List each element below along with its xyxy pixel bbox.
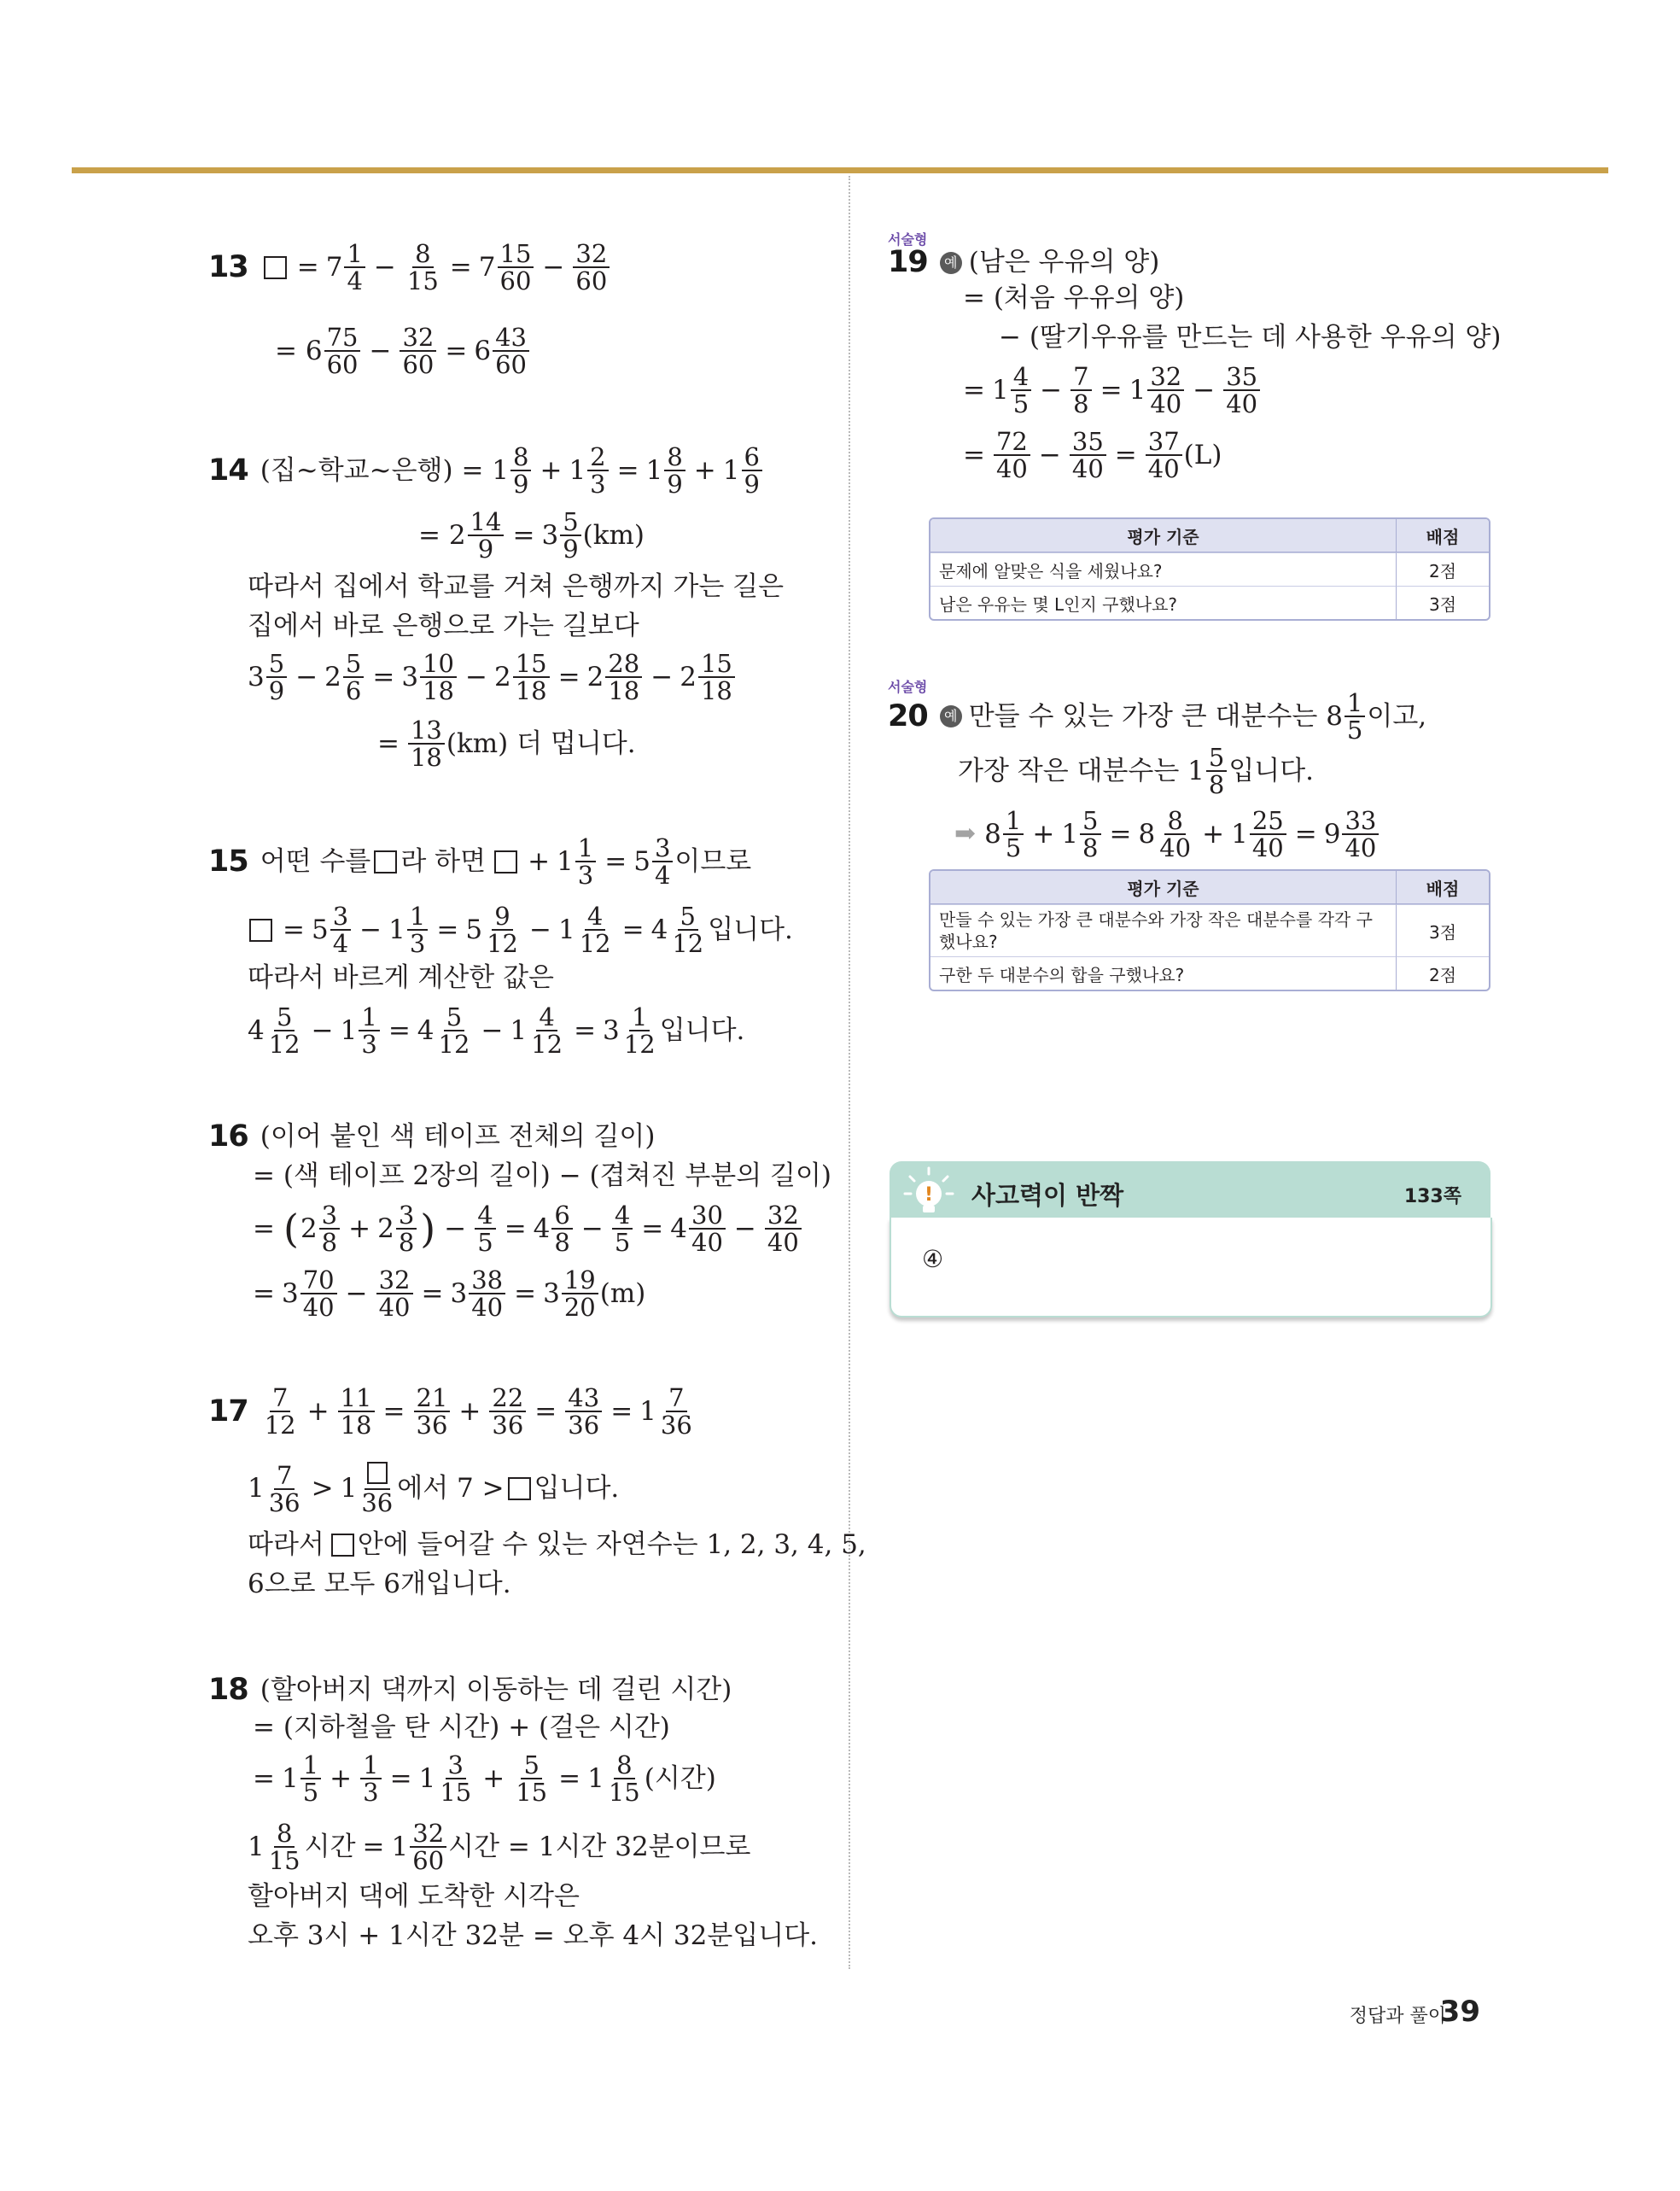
q17-number: 17 — [208, 1393, 248, 1429]
q19-line4: = 1 $\frac{4}{5}$ − $\frac{7}{8}$ = 1 $\frac{32}{40}$ − $\frac{35}{40}$ — [963, 364, 1262, 418]
example-icon: 예 — [940, 705, 962, 727]
q20-tag: 서술형 — [888, 679, 928, 695]
q13-line2: = 6 $\frac{75}{60}$ − $\frac{32}{60}$ = 6 $\frac{43}{60}$ — [275, 324, 531, 378]
q20-criteria-table: 평가 기준 배점 만들 수 있는 가장 큰 대분수와 가장 작은 대분수를 각각 구했나요? 3점 구한 두 대분수의 합을 구했나요? 2점 — [929, 869, 1490, 991]
q16-line2: = (색 테이프 2장의 길이) − (겹쳐진 부분의 길이) — [253, 1160, 832, 1191]
table-row: 남은 우유는 몇 L인지 구했나요? 3점 — [930, 586, 1489, 619]
arrow-icon: ➡ — [954, 819, 977, 850]
q18-number: 18 — [208, 1673, 248, 1707]
q17-line2: 1 $\frac{7}{36}$ > 1 36 에서 7 > 입니다. — [248, 1460, 620, 1518]
q14-line3: 3 $\frac{5}{9}$ − 2 $\frac{5}{6}$ = 3 $\frac{10}{18}$ − 2 $\frac{15}{18}$ = 2 $\frac{28}{18}$ − 2 $\frac{15}{18}$ — [248, 651, 737, 704]
thinking-box — [890, 1161, 1490, 1321]
thinking-title: 사고력이 반짝 — [971, 1181, 1124, 1210]
q19-line5: = $\frac{72}{40}$ − $\frac{35}{40}$ = $\frac{37}{40}$ (L) — [963, 427, 1222, 484]
q20-number: 20 — [888, 698, 928, 733]
q19-tag: 서술형 — [888, 231, 928, 248]
q15-number: 15 — [208, 844, 248, 879]
q20-line2: 가장 작은 대분수는 1 $\frac{5}{8}$ 입니다. — [958, 743, 1315, 800]
svg-text:!: ! — [924, 1184, 934, 1206]
q15-line2: = 5 $\frac{3}{4}$ − 1 $\frac{1}{3}$ = 5 $\frac{9}{12}$ − 1 $\frac{4}{12}$ = 4 $\frac{5}{12}$ 입니다. — [246, 903, 793, 957]
q16-line3: = ( 2 $\frac{3}{8}$ + 2 $\frac{3}{8}$ ) − $\frac{4}{5}$ = 4 $\frac{6}{8}$ − $\frac{4}{5}$ = 4 $\frac{30}{40}$ − $\frac{32}{40}$ — [253, 1202, 803, 1256]
example-icon: 예 — [940, 252, 962, 274]
q15-line1: 15 어떤 수를 라 하면 + 1 $\frac{1}{3}$ = 5 $\frac{3}{4}$ 이므로 — [208, 833, 752, 891]
q20-line3: ➡ 8 $\frac{1}{5}$ + 1 $\frac{5}{8}$ = 8 $\frac{8}{40}$ + 1 $\frac{25}{40}$ = 9 $\frac{33}{40}$ — [954, 808, 1380, 862]
q19-line1: 19 예 (남은 우유의 양) — [888, 245, 1160, 279]
q15-text1: 따라서 바르게 계산한 값은 — [248, 962, 554, 993]
q15-line3: 4 $\frac{5}{12}$ − 1 $\frac{1}{3}$ = 4 $\frac{5}{12}$ − 1 $\frac{4}{12}$ = 3 $\frac{1}{12}$ 입니다. — [248, 1002, 745, 1060]
blank-box — [264, 256, 287, 279]
column-divider — [849, 176, 850, 1969]
q19-line3: − (딸기우유를 만드는 데 사용한 우유의 양) — [999, 322, 1502, 353]
q17-line1: 17 $\frac{7}{12}$ + $\frac{11}{18}$ = $\frac{21}{36}$ + $\frac{22}{36}$ = $\frac{43}{36}$ = 1 $\frac{7}{36}$ — [208, 1383, 692, 1440]
footer-label: 정답과 풀이 — [1349, 2006, 1446, 2027]
q18-line1: 18 (할아버지 댁까지 이동하는 데 걸린 시간) — [208, 1673, 732, 1707]
table-row: 만들 수 있는 가장 큰 대분수와 가장 작은 대분수를 각각 구했나요? 3점 — [930, 904, 1489, 956]
lightbulb-icon — [903, 1166, 954, 1218]
top-rule — [72, 167, 1608, 173]
table-row: 문제에 알맞은 식을 세웠나요? 2점 — [930, 552, 1489, 586]
q16-number: 16 — [208, 1119, 248, 1154]
q13-line1: 13 = 7 $\frac{1}{4}$ − $\frac{8}{15}$ = 7 $\frac{15}{60}$ − $\frac{32}{60}$ — [208, 241, 611, 295]
q18-line4: 1 $\frac{8}{15}$ 시간 = 1 $\frac{32}{60}$ 시간 = 1시간 32분이므로 — [248, 1819, 751, 1876]
q14-line2: = 2 $\frac{14}{9}$ = 3 $\frac{5}{9}$ (km) — [418, 507, 645, 564]
table-row: 구한 두 대분수의 합을 구했나요? 2점 — [930, 956, 1489, 990]
page-number: 39 — [1439, 1995, 1480, 2029]
q18-line3: = 1 $\frac{1}{5}$ + $\frac{1}{3}$ = 1 $\frac{3}{15}$ + $\frac{5}{15}$ = 1 $\frac{8}{15}$ (시간) — [253, 1750, 716, 1808]
q18-line2: = (지하철을 탄 시간) + (걸은 시간) — [253, 1712, 670, 1743]
q19-criteria-table: 평가 기준 배점 문제에 알맞은 식을 세웠나요? 2점 남은 우유는 몇 L인지 구했나요? 3점 — [929, 517, 1490, 621]
q14-text1: 따라서 집에서 학교를 거쳐 은행까지 가는 길은 — [248, 571, 785, 602]
q14-line1: 14 (집~학교~은행) = 1 $\frac{8}{9}$ + 1 $\frac{2}{3}$ = 1 $\frac{8}{9}$ + 1 $\frac{6}{9}$ — [208, 444, 764, 498]
q14-number: 14 — [208, 453, 248, 488]
q17-text1: 따라서 안에 들어갈 수 있는 자연수는 1, 2, 3, 4, 5, — [248, 1529, 866, 1560]
q18-text2: 오후 3시 + 1시간 32분 = 오후 4시 32분입니다. — [248, 1920, 818, 1951]
q17-text2: 6으로 모두 6개입니다. — [248, 1569, 511, 1599]
thinking-page: 133쪽 — [1403, 1186, 1461, 1207]
q20-line1: 20 예 만들 수 있는 가장 큰 대분수는 8 $\frac{1}{5}$ 이고, — [888, 688, 1427, 745]
q14-line4: = $\frac{13}{18}$ (km) 더 멉니다. — [377, 716, 636, 773]
q16-line4: = 3 $\frac{70}{40}$ − $\frac{32}{40}$ = 3 $\frac{38}{40}$ = 3 $\frac{19}{20}$ (m) — [253, 1265, 646, 1323]
q19-number: 19 — [888, 245, 928, 279]
q13-number: 13 — [208, 249, 248, 284]
q18-text1: 할아버지 댁에 도착한 시각은 — [248, 1881, 580, 1912]
q14-text2: 집에서 바로 은행으로 가는 길보다 — [248, 611, 639, 641]
q19-line2: = (처음 우유의 양) — [963, 283, 1185, 313]
thinking-answer: ④ — [922, 1245, 944, 1273]
q16-line1: 16 (이어 붙인 색 테이프 전체의 길이) — [208, 1119, 656, 1154]
